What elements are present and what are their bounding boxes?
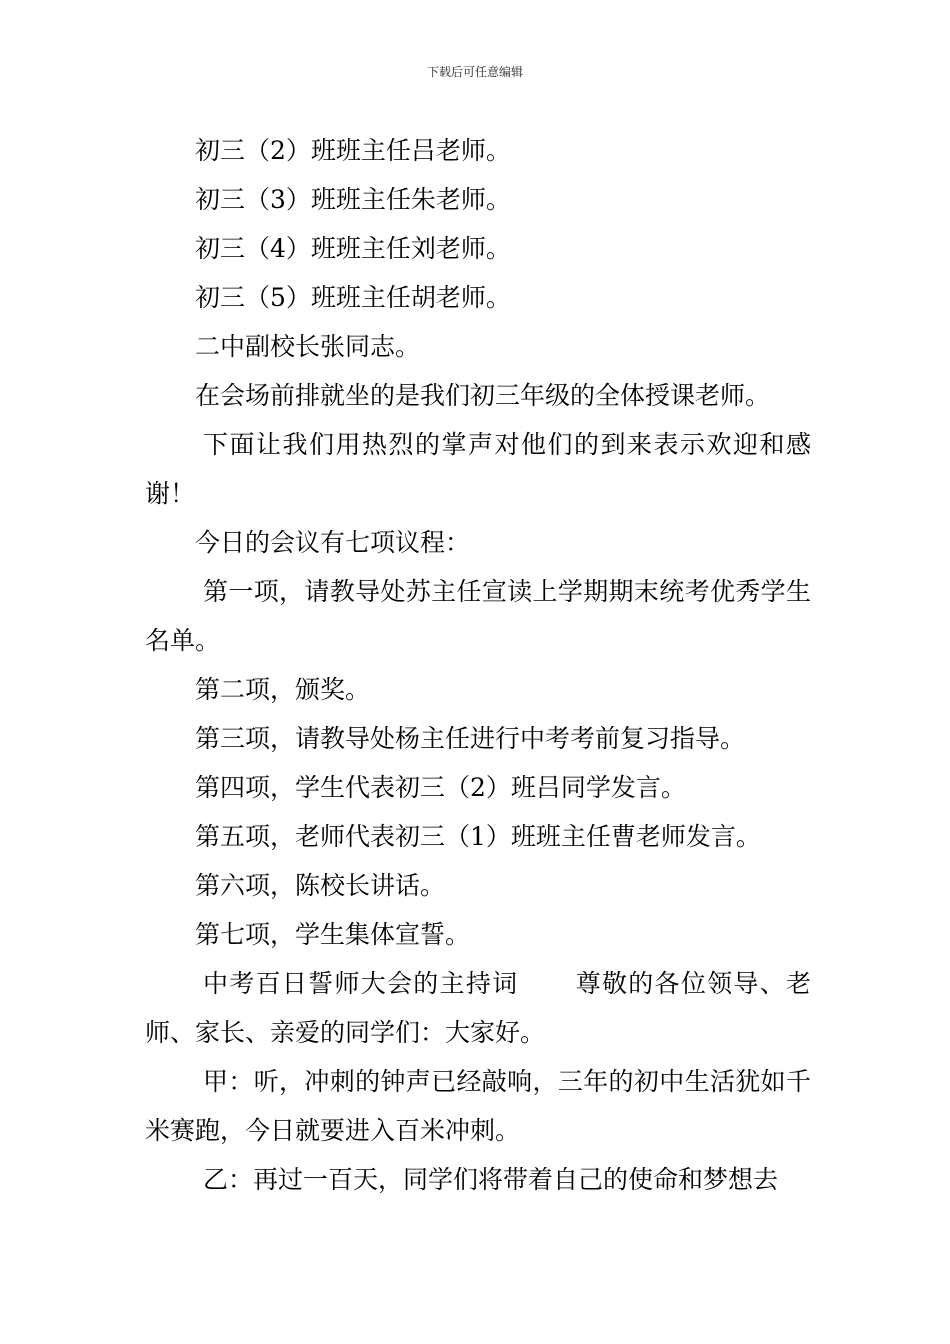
page-header: 下载后可任意编辑 bbox=[426, 65, 523, 79]
paragraph-front-row-teachers: 在会场前排就坐的是我们初三年级的全体授课老师。 bbox=[195, 381, 771, 410]
paragraph-agenda-item-5: 第五项，老师代表初三（1）班班主任曹老师发言。 bbox=[195, 822, 761, 851]
paragraph-agenda-item-1: 第一项，请教导处苏主任宣读上学期期末统考优秀学生名单。 bbox=[145, 577, 811, 655]
paragraph-host-speech-title bbox=[145, 959, 811, 1057]
document-body bbox=[145, 126, 811, 1204]
paragraph-class2-teacher: 初三（2）班班主任吕老师。 bbox=[195, 136, 511, 165]
paragraph-class4-teacher: 初三（4）班班主任刘老师。 bbox=[195, 234, 511, 263]
paragraph-agenda-item-7: 第七项，学生集体宣誓。 bbox=[195, 920, 471, 949]
greeting: 尊敬的各位领导、老师、家长、亲爱的同学们：大家好。 bbox=[145, 969, 811, 1047]
paragraph-vice-principal: 二中副校长张同志。 bbox=[195, 332, 421, 361]
paragraph-agenda-item-2: 第二项，颁奖。 bbox=[195, 675, 371, 704]
paragraph-host-a: 甲：听，冲刺的钟声已经敲响，三年的初中生活犹如千米赛跑，今日就要进入百米冲刺。 bbox=[145, 1067, 811, 1145]
paragraph-class5-teacher: 初三（5）班班主任胡老师。 bbox=[195, 283, 511, 312]
paragraph-agenda-item-4: 第四项，学生代表初三（2）班吕同学发言。 bbox=[195, 773, 686, 802]
paragraph-agenda-item-3: 第三项，请教导处杨主任进行中考考前复习指导。 bbox=[195, 724, 746, 753]
paragraph-agenda-item-6: 第六项，陈校长讲话。 bbox=[195, 871, 446, 900]
host-speech-title: 中考百日誓师大会的主持词 bbox=[203, 969, 519, 998]
paragraph-applause: 下面让我们用热烈的掌声对他们的到来表示欢迎和感谢！ bbox=[145, 430, 811, 508]
paragraph-class3-teacher: 初三（3）班班主任朱老师。 bbox=[195, 185, 511, 214]
paragraph-host-b: 乙：再过一百天，同学们将带着自己的使命和梦想去 bbox=[203, 1165, 779, 1194]
paragraph-agenda-intro: 今日的会议有七项议程： bbox=[195, 528, 471, 557]
